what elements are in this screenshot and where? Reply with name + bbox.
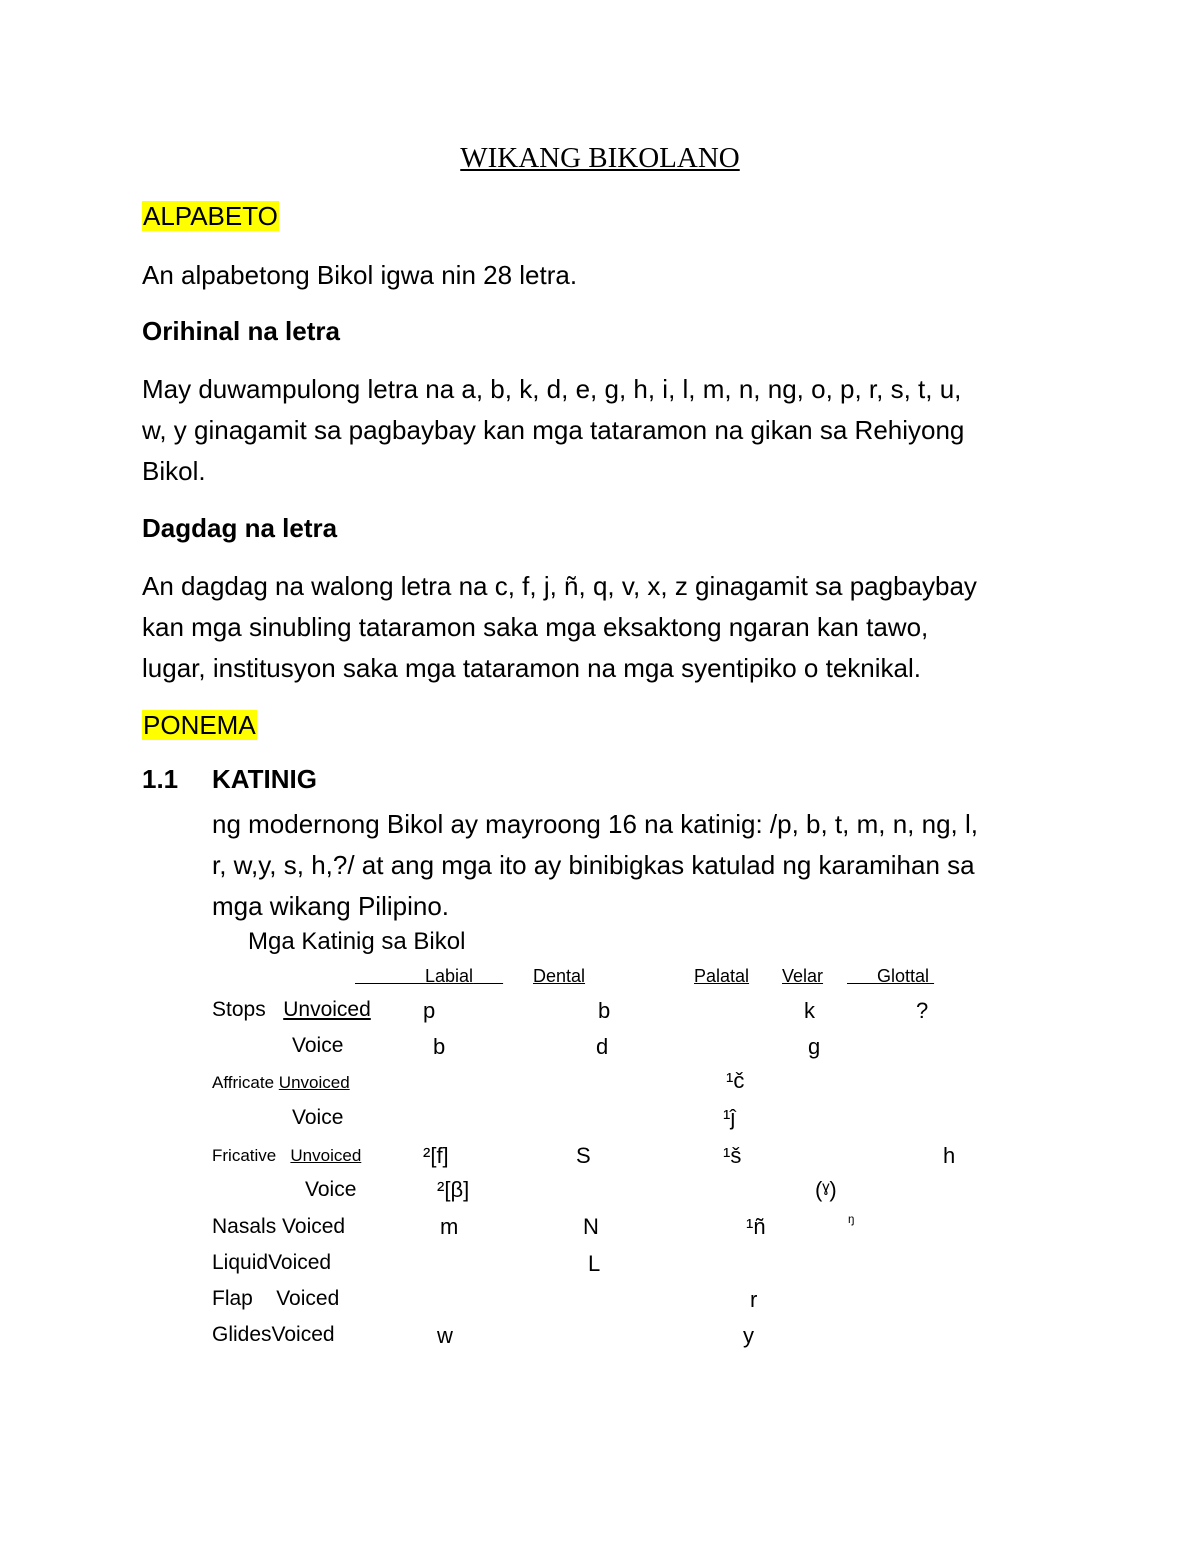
row-glides-label: GlidesVoiced (212, 1323, 335, 1346)
dagdag-line: An dagdag na walong letra na c, f, j, ñ, q, v, x, z ginagamit sa pagbaybay (142, 571, 977, 601)
cell-fricative-voice-velar: (ˠ) (815, 1177, 837, 1202)
cell-fricative-unvoiced-dental: S (576, 1143, 591, 1168)
header-labial: Labial (425, 966, 474, 986)
cell-stops-voice-labial: b (433, 1034, 446, 1059)
katinig-paragraph (212, 804, 1072, 927)
orihinal-paragraph (142, 369, 1062, 492)
cell-nasals-labial: m (440, 1214, 459, 1239)
row-fricative-label: Fricative Unvoiced (212, 1146, 362, 1165)
cell-nasals-velar: ᵑ (848, 1212, 855, 1231)
cell-flap-palatal: r (750, 1287, 758, 1312)
orihinal-line: w, y ginagamit sa pagbaybay kan mga tataramon na gikan sa Rehiyong (142, 415, 965, 445)
cell-stops-voice-dental: d (596, 1034, 609, 1059)
dagdag-line: lugar, institusyon saka mga tataramon na mga syentipiko o teknikal. (142, 653, 921, 683)
row-stops-voice-label: Voice (292, 1034, 344, 1057)
dagdag-paragraph (142, 566, 1062, 689)
header-velar: Velar (782, 966, 824, 986)
row-liquid-label: LiquidVoiced (212, 1251, 332, 1274)
header-dental: Dental (533, 966, 586, 986)
alpabeto-heading (142, 196, 279, 237)
row-stops-label: Stops Unvoiced (212, 998, 371, 1021)
row-nasals-label: Nasals Voiced (212, 1215, 346, 1238)
cell-glides-palatal: y (743, 1323, 754, 1348)
dagdag-heading: Dagdag na letra (142, 513, 338, 543)
row-affricate-label: Affricate Unvoiced (212, 1073, 350, 1092)
cell-glides-labial: w (437, 1323, 453, 1348)
row-flap-label: Flap Voiced (212, 1287, 340, 1310)
section-number: 1.1 (142, 764, 179, 794)
dagdag-line: kan mga sinubling tataramon saka mga eksaktong ngaran kan tawo, (142, 612, 929, 642)
orihinal-line: May duwampulong letra na a, b, k, d, e, g, h, i, l, m, n, ng, o, p, r, s, t, u, (142, 374, 962, 404)
header-palatal: Palatal (694, 966, 750, 986)
document-title: WIKANG BIKOLANO (460, 142, 740, 174)
alpabeto-intro: An alpabetong Bikol igwa nin 28 letra. (142, 260, 578, 290)
katinig-line: r, w,y, s, h,?/ at ang mga ito ay binibigkas katulad ng karamihan sa (212, 850, 975, 880)
cell-fricative-voice-labial: ²[β] (437, 1177, 470, 1202)
katinig-line: mga wikang Pilipino. (212, 891, 450, 921)
header-glottal: Glottal (877, 966, 930, 986)
cell-fricative-unvoiced-labial: ²[f] (423, 1143, 449, 1168)
cell-stops-unvoiced-velar: k (804, 998, 815, 1023)
ponema-heading-text: PONEMA (143, 710, 256, 740)
cell-affricate-unvoiced-palatal: ¹č (726, 1068, 745, 1093)
alpabeto-heading-text: ALPABETO (143, 201, 278, 231)
orihinal-line: Bikol. (142, 456, 206, 486)
cell-stops-unvoiced-labial: p (423, 998, 436, 1023)
cell-liquid-dental: L (588, 1251, 601, 1276)
cell-nasals-dental: N (583, 1214, 599, 1239)
cell-nasals-palatal: ¹ñ (746, 1214, 766, 1239)
cell-affricate-voice-palatal: ¹ĵ (723, 1105, 736, 1130)
orihinal-heading: Orihinal na letra (142, 316, 340, 346)
row-fricative-voice-label: Voice (305, 1178, 357, 1201)
cell-fricative-unvoiced-palatal: ¹š (723, 1143, 742, 1168)
ponema-heading (142, 705, 257, 746)
cell-stops-voice-velar: g (808, 1034, 821, 1059)
katinig-line: ng modernong Bikol ay mayroong 16 na katinig: /p, b, t, m, n, ng, l, (212, 809, 978, 839)
section-title: KATINIG (212, 764, 317, 794)
row-affricate-voice-label: Voice (292, 1106, 344, 1129)
cell-fricative-unvoiced-glottal: h (943, 1143, 956, 1168)
cell-stops-unvoiced-dental: b (598, 998, 611, 1023)
table-title: Mga Katinig sa Bikol (248, 928, 466, 955)
cell-stops-unvoiced-glottal: ? (916, 998, 929, 1023)
